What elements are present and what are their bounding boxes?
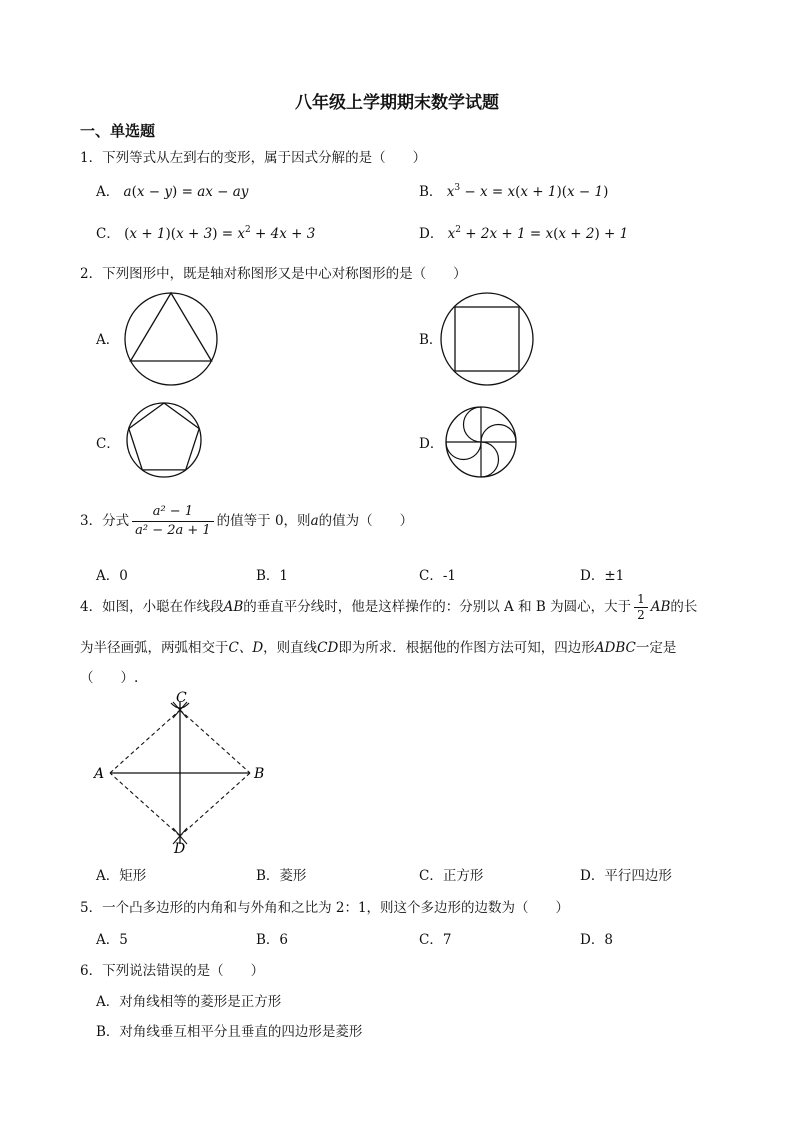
point-d-label: D (174, 841, 186, 857)
question-5-stem: 5．一个凸多边形的内角和与外角和之比为 2：1，则这个多边形的边数为（ ） (80, 900, 570, 916)
q2-figure-a (123, 291, 219, 387)
q1-option-d-label: D． (419, 226, 444, 242)
q6-option-b[interactable]: B．对角线垂互相平分且垂直的四边形是菱形 (96, 1024, 363, 1040)
q1-option-c-expr: $(x + 1)(x + 3) = x^2 + 4x + 3$ (124, 225, 316, 242)
q1-option-a[interactable] (96, 180, 248, 200)
q1-option-c-label: C． (96, 226, 120, 242)
q3-denominator: a² − 2a + 1 (135, 523, 211, 538)
q1-option-d-expr: $x^2 + 2x + 1 = x(x + 2) + 1$ (447, 225, 629, 242)
q4-text: 的长 (670, 599, 698, 615)
q5-option-a[interactable]: A．5 (96, 932, 128, 948)
q4-segment-ab: AB (223, 599, 244, 615)
q4-construction-figure (92, 690, 272, 857)
q4-text: 一定是 (635, 640, 677, 656)
q1-option-a-expr: a(x − y) = ax − ay (123, 184, 249, 200)
q4-quadrilateral: ADBC (594, 640, 636, 656)
q4-text: 4．如图，小聪在作线段 (80, 599, 224, 615)
q4-option-c[interactable]: C．正方形 (419, 868, 484, 884)
q4-frac-num: 1 (634, 592, 648, 608)
q6-option-a[interactable]: A．对角线相等的菱形是正方形 (96, 994, 282, 1010)
question-6-stem: 6．下列说法错误的是（ ） (80, 963, 265, 979)
q3-prefix: 3．分式 (80, 513, 130, 529)
q1-option-a-label: A． (96, 184, 120, 200)
question-4-line-2 (80, 636, 676, 656)
q1-option-b-expr: $x^3 - x = x(x + 1)(x - 1)$ (446, 183, 609, 200)
question-1-stem: 1．下列等式从左到右的变形，属于因式分解的是（ ） (80, 150, 427, 166)
q4-segment-ab: AB (650, 599, 671, 615)
q3-option-c[interactable]: C．-1 (419, 568, 456, 584)
question-2-stem: 2．下列图形中，既是轴对称图形又是中心对称图形的是（ ） (80, 266, 467, 282)
q4-text: 的垂直平分线时，他是这样操作的：分别以 A 和 B 为圆心，大于 (243, 599, 632, 615)
point-b-label: B (254, 766, 265, 782)
q3-variable: a (310, 513, 319, 529)
q3-numerator: a² − 1 (132, 503, 214, 522)
q2-option-a-label[interactable]: A． (96, 332, 120, 348)
q3-suffix-1: 的值等于 0，则 (216, 513, 311, 529)
q1-option-b[interactable] (419, 180, 608, 200)
q1-option-c[interactable] (96, 222, 315, 242)
q2-figure-d (444, 405, 518, 479)
section-heading: 一、单选题 (80, 122, 156, 140)
q2-figure-b (439, 291, 535, 387)
q5-option-c[interactable]: C．7 (419, 932, 452, 948)
point-c-label: C (176, 690, 187, 706)
q2-option-b-label[interactable]: B． (419, 332, 443, 348)
q4-line-cd: CD (317, 640, 339, 656)
q2-option-d-label[interactable]: D． (419, 436, 444, 452)
q4-option-d[interactable]: D．平行四边形 (580, 868, 672, 884)
page-title: 八年级上学期期末数学试题 (295, 93, 499, 113)
q5-option-d[interactable]: D．8 (580, 932, 613, 948)
q1-option-d[interactable] (419, 222, 628, 242)
q3-option-d[interactable]: D．±1 (580, 568, 625, 584)
q4-points-cd: C、D (228, 640, 264, 656)
q2-figure-c (124, 400, 204, 480)
question-4-line-1 (80, 592, 697, 623)
q4-text: 即为所求．根据他的作图方法可知，四边形 (338, 640, 595, 656)
q4-option-a[interactable]: A．矩形 (96, 868, 147, 884)
question-3-stem (80, 503, 413, 540)
q4-fraction-half (634, 592, 648, 623)
q3-suffix-2: 的值为（ ） (318, 513, 414, 529)
q5-option-b[interactable]: B．6 (256, 932, 289, 948)
question-4-line-3: （ ）. (80, 670, 139, 686)
q4-text: ，则直线 (263, 640, 318, 656)
q4-frac-den: 2 (637, 608, 645, 622)
q2-option-c-label[interactable]: C． (96, 436, 120, 452)
q1-option-b-label: B． (419, 184, 443, 200)
q3-option-b[interactable]: B．1 (256, 568, 289, 584)
q4-text: 为半径画弧，两弧相交于 (80, 640, 229, 656)
q4-option-b[interactable]: B．菱形 (256, 868, 307, 884)
point-a-label: A (94, 766, 105, 782)
q3-option-a[interactable]: A．0 (96, 568, 128, 584)
q3-fraction (132, 503, 214, 540)
